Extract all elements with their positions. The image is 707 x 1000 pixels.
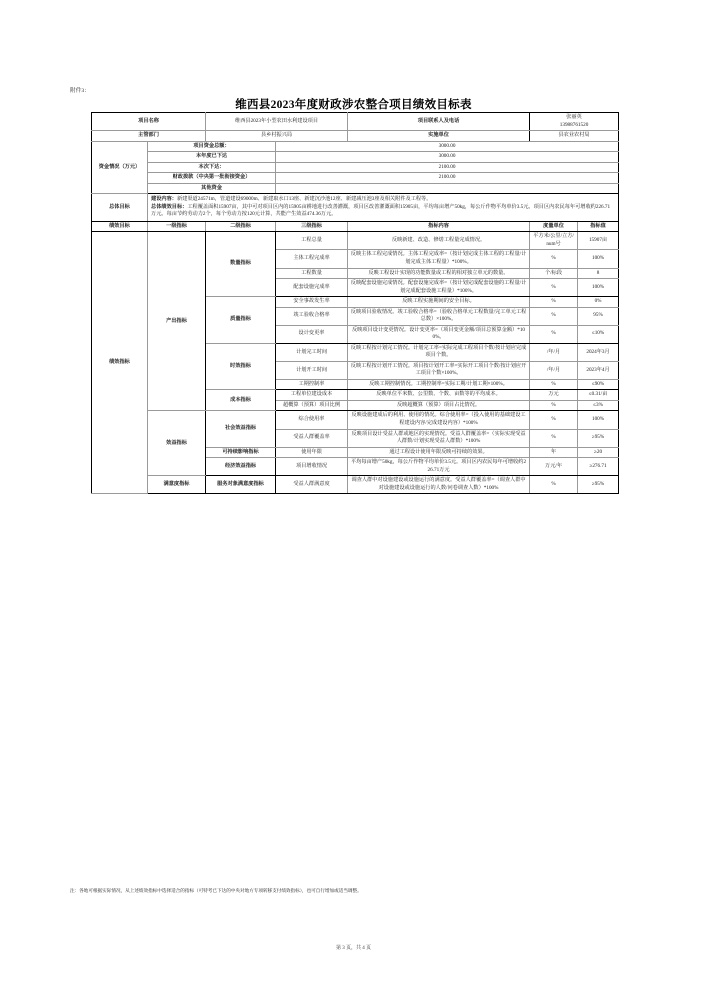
indicator-content: 反映项目验收情况。竣工验收合格率=（验收合格单元工程数量/完工单元工程总数）×100%。	[348, 307, 530, 325]
indicator-name: 综合使用率	[276, 411, 348, 429]
indicator-value: 2023年4月	[578, 361, 619, 379]
contact-name: 张丽英	[566, 114, 582, 120]
level1-benefit-label: 效益指标	[148, 411, 206, 476]
indicator-name: 超概算（预算）项目比例	[276, 400, 348, 411]
header-col-content: 指标内容	[348, 221, 530, 232]
indicator-name: 主体工程完成率	[276, 250, 348, 268]
indicator-name: 配套设施完成率	[276, 279, 348, 297]
indicator-unit: %	[530, 379, 578, 390]
indicator-content: 反映工程实施期间的安全目标。	[348, 297, 530, 308]
indicator-name: 工程数量	[276, 268, 348, 279]
indicator-unit: /年/月	[530, 361, 578, 379]
indicator-content: 反映主体工程完成情况。主体工程完成率=（按计划完成主体工程的工程量/计划完成主体工程量）*100%。	[348, 250, 530, 268]
indicator-content: 通过工程设计使用年限反映可持续的效果。	[348, 447, 530, 458]
indicator-unit: %	[530, 411, 578, 429]
indicator-value: 95%	[578, 307, 619, 325]
goal-performance-title: 总体绩效目标：	[151, 203, 188, 210]
header-col-unit: 度量单位	[530, 221, 578, 232]
indicator-name: 受益人群覆盖率	[276, 429, 348, 447]
indicator-unit: %	[530, 279, 578, 297]
level2-social-benefit-label: 社会效益指标	[206, 411, 276, 447]
indicator-value: ≥276.71	[578, 458, 619, 476]
indicator-content: 反映单位平米数、公里数、个数、亩数等的平均成本。	[348, 390, 530, 401]
funding-value-4	[276, 183, 619, 194]
level1-output-label: 产出指标	[148, 232, 206, 411]
overall-goal-content	[148, 194, 619, 222]
level2-economic-benefit-label: 经济效益指标	[206, 458, 276, 476]
indicator-name: 计划开工时间	[276, 361, 348, 379]
funding-value-1: 3000.00	[276, 152, 619, 163]
implement-unit-value: 县农业农村局	[530, 131, 619, 142]
table-header-row	[92, 221, 619, 232]
overall-goal-label: 总体目标	[92, 194, 148, 222]
indicator-unit: %	[530, 250, 578, 268]
level2-quality-label: 质量指标	[206, 297, 276, 344]
indicator-name: 工期控制率	[276, 379, 348, 390]
indicator-name: 项目增收情况	[276, 458, 348, 476]
table-row	[92, 232, 619, 250]
level1-satisfaction-label: 满意度指标	[148, 476, 206, 494]
header-col-level3: 三级指标	[276, 221, 348, 232]
funding-value-2: 2100.00	[276, 162, 619, 173]
indicator-name: 竣工验收合格率	[276, 307, 348, 325]
indicator-content: 反映超概算（预算）项目占比情况。	[348, 400, 530, 411]
header-col-level2: 二级指标	[206, 221, 276, 232]
indicator-name: 受益人群满意度	[276, 476, 348, 494]
indicator-value: ≤10%	[578, 325, 619, 343]
indicator-value: 100%	[578, 250, 619, 268]
header-col-performance: 绩效目标	[92, 221, 148, 232]
contact-value	[530, 113, 619, 131]
level2-service-satisfaction-label: 服务对象满意度指标	[206, 476, 276, 494]
indicator-value: ≤90%	[578, 379, 619, 390]
performance-target-table	[91, 112, 619, 494]
funding-section-label: 资金情况（万元）	[92, 141, 148, 194]
funding-value-0: 3000.00	[276, 141, 619, 152]
level2-cost-label: 成本指标	[206, 390, 276, 411]
funding-label-1: 本年度已下达	[148, 152, 276, 163]
project-name-row	[92, 113, 619, 131]
goal-performance-line	[151, 204, 615, 219]
level2-sustainable-label: 可持续影响指标	[206, 447, 276, 458]
indicator-value: ≤3%	[578, 400, 619, 411]
funding-row-0	[92, 141, 619, 152]
indicator-unit: %	[530, 429, 578, 447]
page-number: 第 3 页，共 4 页	[335, 946, 371, 951]
indicator-unit: %	[530, 400, 578, 411]
indicator-value: 100%	[578, 279, 619, 297]
indicator-unit: /年/月	[530, 343, 578, 361]
funding-row-4	[92, 183, 619, 194]
indicator-value: 0%	[578, 297, 619, 308]
indicator-unit: 万元/年	[530, 458, 578, 476]
indicator-unit: %	[530, 307, 578, 325]
funding-row-2	[92, 162, 619, 173]
attachment-label: 附件3：	[70, 88, 91, 94]
indicator-content: 反映设施建成后的利用、使用的情况。综合使用率=（投入使用的基础建设工程建设内容/完成建设内容）*100%	[348, 411, 530, 429]
project-name-value: 维西县2023年小型农田水利建设项目	[206, 113, 348, 131]
goal-construction-line	[151, 196, 615, 204]
dept-value: 县乡村振兴局	[206, 131, 348, 142]
header-col-value: 指标值	[578, 221, 619, 232]
dept-label: 主管部门	[92, 131, 206, 142]
funding-label-2: 本次下达：	[148, 162, 276, 173]
indicator-content: 平均每亩增产50kg，每公斤作物平均单价3.5元。项目区内农民每年可增收约226.71万元	[348, 458, 530, 476]
funding-value-3: 2100.00	[276, 173, 619, 184]
overall-goal-row	[92, 194, 619, 222]
funding-label-3: 财政拨款（中央第一批衔接资金）	[148, 173, 276, 184]
indicator-unit: %	[530, 476, 578, 494]
indicator-value: ≤0.31/亩	[578, 390, 619, 401]
header-col-level1: 一级指标	[148, 221, 206, 232]
footnote: 注：各地可根据实际情况，从上述绩效指标中选择适合的指标（可特考已下达的中央对地方专项转移支付绩效指标），也可自行增加或适当调整。	[70, 888, 362, 893]
project-name-label: 项目名称	[92, 113, 206, 131]
indicator-value: 2024年3月	[578, 343, 619, 361]
contact-phone: 13988761520	[559, 121, 589, 128]
indicator-value: ≥95%	[578, 429, 619, 447]
indicator-content: 反映项目设计受益人群或地区的实现情况。受益人群覆盖率=（实际实现受益人群数/计划实现受益人群数）*100%	[348, 429, 530, 447]
level2-timeliness-label: 时效指标	[206, 343, 276, 390]
level2-quantity-label: 数量指标	[206, 232, 276, 297]
indicator-unit: %	[530, 297, 578, 308]
indicator-name: 安全事故发生率	[276, 297, 348, 308]
table-row	[92, 411, 619, 429]
indicator-content: 反映工程按计划完工情况。计划完工率=实际完成工程项目个数/按计划应完成项目个数。	[348, 343, 530, 361]
implement-unit-label: 实施单位	[348, 131, 530, 142]
indicator-unit: 个/标段	[530, 268, 578, 279]
funding-row-1	[92, 152, 619, 163]
indicator-name: 使用年限	[276, 447, 348, 458]
table-row	[92, 476, 619, 494]
indicator-unit: 平方米/公里/立方/num号	[530, 232, 578, 250]
indicator-name: 工程总量	[276, 232, 348, 250]
contact-label: 项目联系人及电话	[348, 113, 530, 131]
indicator-content: 反映工程设计实现的功能数量或工程的相对独立单元的数量。	[348, 268, 530, 279]
indicator-unit: 年	[530, 447, 578, 458]
goal-construction-title: 建设内容：	[151, 196, 177, 203]
indicator-content: 反映工程按计划开工情况。项目按计划开工率=实际开工项目个数/按计划应开工项目个数×100%。	[348, 361, 530, 379]
funding-row-3	[92, 173, 619, 184]
funding-label-4: 其他资金	[148, 183, 276, 194]
goal-construction-text: 新建渠道24571m，管道建设69000m、新建取水口13座、新建沉沙池12座、新建减压池3座及相关附件及工程等。	[176, 196, 432, 203]
indicator-name: 计划完工时间	[276, 343, 348, 361]
indicator-content: 调查人群中对设施建设或设施运行的满意度。受益人群覆盖率=（调查人群中对设施建设或设施运行的人数/问卷调查人数）*100%	[348, 476, 530, 494]
indicator-content: 反映项目设计变更情况。设计变更率=（项目变更金额/项目总预算金额）*100%。	[348, 325, 530, 343]
level1-performance-label: 绩效指标	[92, 232, 148, 494]
indicator-name: 设计变更率	[276, 325, 348, 343]
indicator-value: ≥20	[578, 447, 619, 458]
indicator-content: 反映工期控制情况。工期控制率=实际工期/计划工期×100%。	[348, 379, 530, 390]
indicator-value: ≥95%	[578, 476, 619, 494]
funding-label-0: 项目资金总额：	[148, 141, 276, 152]
indicator-value: 15907亩	[578, 232, 619, 250]
goal-performance-text: 工程覆盖面积15907亩，其中可对项目区内的15905亩耕地进行改善灌溉，项目区改善灌溉面积15905亩，平均每亩增产50kg，每公斤作物平均单价3.5元。项目区内农民每年可增收约226.71万元。每亩节约劳动力2个，每个劳动力按120元计算，共能产生效益474.36万元。	[151, 203, 611, 218]
indicator-content: 反映配套设施完成情况。配套设施完成率=（按计划完成配套设施的工程量/计划完成配套设施工程量）*100%。	[348, 279, 530, 297]
indicator-content: 反映新建、改造、修缮工程量完成情况。	[348, 232, 530, 250]
indicator-name: 工程单位建设成本	[276, 390, 348, 401]
indicator-value: 8	[578, 268, 619, 279]
page-title: 维西县2023年度财政涉农整合项目绩效目标表	[235, 99, 472, 111]
indicator-unit: 万元	[530, 390, 578, 401]
indicator-unit: %	[530, 325, 578, 343]
indicator-value: 100%	[578, 411, 619, 429]
dept-row	[92, 131, 619, 142]
